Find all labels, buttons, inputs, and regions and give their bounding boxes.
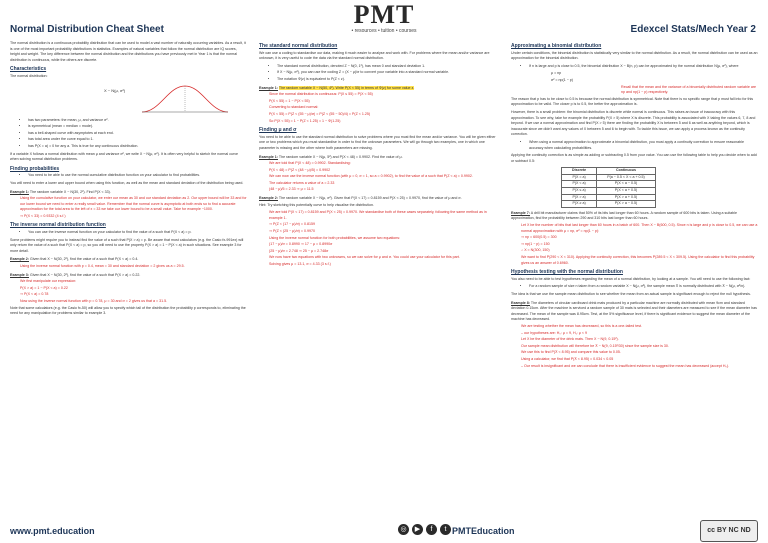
- example-answer: ⇒ P(X < 33) = 0.9332 (4 s.f.): [20, 213, 66, 218]
- inv-note: Some problems might require you to instead find the value of a such that P(X > a) = p. Be aware that most calculators (e.g. the Casio fx-991ex) will only return the value of a such that P(X < a) = p, so you will need to use the property P(X > a) = 1 − P(X < a) in such situations. See example 3 for more detail.: [10, 237, 244, 253]
- example-label: Example 1:: [259, 154, 278, 159]
- table-cell: P(X < a + 0.5): [597, 188, 656, 195]
- section-title-hypothesis: Hypothesis testing with the normal distribution: [511, 269, 623, 276]
- example-working: P(X < 55) = 1 − P(X < 55): [269, 98, 310, 103]
- approx-formula-mean: μ = np: [551, 71, 562, 76]
- example-text: The random variable X ~ N(μ, 5²) and P(X < 48) = 0.9902. Find the value of μ.: [278, 154, 403, 159]
- facebook-icon[interactable]: f: [426, 524, 437, 535]
- table-row: [562, 194, 656, 201]
- example-text: Given that X ~ N(30, 2²), find the value of a such that P(X < a) = 0.4.: [29, 257, 139, 262]
- find-intro: You need to be able to use the standard normal distribution to solve problems where you must find the mean and/or variance. You will be given either one or two problems which you must standardise in order to find the unknown parameters. We will go through two examples, one in which one parameter is missing and the other where both parameters are missing.: [259, 134, 496, 150]
- example-working: Using the inverse normal function with p = 0.4, mean = 30 and standard deviation = 2 gives us a = 29.5.: [20, 264, 185, 269]
- example-label: Example 3:: [10, 272, 29, 277]
- license-badge[interactable]: cc BY NC ND: [700, 520, 758, 542]
- example-7: [511, 211, 759, 222]
- list-item: • is symmetrical (mean = median = mode).: [28, 124, 247, 130]
- example-working: Using the cumulative function on your calculator, we enter our mean as 30 and our standard deviation as 2. Our upper bound will be 33 and for our lower bound we need to enter a really small value. Remember that the normal curve is asymptotic at both ends so to find a accurate approximation for the total area to the left of x = 33 we take our lower bound to be a small value. Take for example −1000.: [20, 196, 247, 212]
- example-working: Solving gives μ = 13.1, σ = 4.33 (3 s.f.): [269, 262, 331, 266]
- footer: [0, 518, 768, 543]
- example-working: We first manipulate our expression:: [20, 279, 77, 284]
- table-row: [562, 181, 656, 188]
- example-working: ⇒ P(Z < (25 − μ)/σ) = 0.9970: [269, 229, 315, 234]
- section-title-inverse: The inverse normal distribution function: [10, 222, 106, 229]
- example-working: We are testing whether the mean has decreased, so this is a one-tailed test.: [521, 323, 642, 328]
- approx-formula-variance: σ² = np(1 − p): [551, 77, 573, 82]
- characteristics-list: [20, 118, 247, 150]
- example-label: Example 7:: [511, 210, 530, 215]
- instagram-icon[interactable]: ◎: [398, 524, 409, 535]
- column-3: [511, 40, 759, 370]
- example-working: P(X < 55) = P(Z < (55 − μ)/σ) = P(Z < (55 − 50)/4) = P(Z < 1.25): [269, 111, 371, 116]
- example-text: The random variable X ~ N(30, 2²). Find P(X < 33).: [29, 189, 111, 194]
- table-cell: P(X ≤ a): [562, 188, 597, 195]
- intro-text: The normal distribution is a continuous probability distribution that can be used to model a vast number of naturally occurring variables. As a result, it is one of the most important probability distributions in statistics. Examples of natural variables that follow the normal distribution are IQ scores, height and weight. The key difference between the normal distribution and the distributions you have previously met in Year 1 is that the normal distribution is continuous, while the others are discrete.: [10, 41, 246, 62]
- example-working: – our hypotheses are: H₀: μ = 9, H₁: μ < 9: [521, 330, 587, 335]
- list-item: • You need to be able to use the normal cumulative distribution function on your calculator to find probabilities.: [28, 173, 247, 179]
- social-handle[interactable]: PMTEducation: [452, 526, 515, 536]
- continuity-table: [561, 167, 656, 208]
- approx-continuity: However, there is a small problem: the binomial distribution is discrete while normal is continuous. This raises an issue of inaccuracy with this approximation. To see why, take for example the probability P(X > 5) where X is discrete. This probability is associated with X taking the values 6, 7, 8 and beyond. If we use a normal approximation and find P(X > 5) there are finding the probability X is between 5 and 6 as well as anything beyond, which is inaccurate since we didn't want any values of X between 5 and 6 to begin with. To tackle this issue, we can apply a process known as the continuity correction.: [511, 109, 756, 137]
- section-title-approx: Approximating a binomial distribution: [511, 43, 602, 49]
- example-working: ∴ X ≈ N(300, 150): [521, 248, 550, 253]
- column-2: [259, 40, 499, 269]
- standardise-text: If a variable X follows a normal distribution with mean μ and variance σ², we write X ~ N(μ, σ²). It is often very helpful to sketch the normal curve when solving normal distribution problems.: [10, 151, 238, 162]
- approx-red-note: Recall that the mean and the variance of a binomially distributed random variable are np and np(1 − p) respectively.: [621, 84, 757, 95]
- example-working: (25 − μ)/σ = 2.748 ⇒ 25 − μ = 2.748σ: [269, 248, 329, 253]
- section-title-characteristics: Characteristics: [10, 66, 47, 73]
- example-label: Example 2:: [10, 257, 29, 262]
- website-link[interactable]: www.pmt.education: [10, 526, 95, 536]
- example-hint: Hint: Try sketching this potentially curve to help visualise the distribution.: [259, 202, 375, 207]
- example-label: Example 1:: [259, 85, 278, 90]
- example-working: – Our result is insignificant and we can conclude that there is insufficient evidence to suggest the mean has decreased (accept H₀).: [521, 363, 730, 368]
- example-3: [10, 273, 247, 279]
- course-title: Edexcel Stats/Mech Year 2: [630, 24, 756, 35]
- list-item: • When using a normal approximation to approximate a binomial distribution, you must apply a continuity correction to ensure reasonable accuracy when calculating probabilities.: [529, 140, 759, 151]
- table-cell: P(X < a): [562, 181, 597, 188]
- example-6: [259, 196, 499, 202]
- logo-text: PMT: [353, 0, 415, 29]
- example-label: Example 8:: [511, 300, 530, 305]
- example-working: We use this to find P(X̄ < 8.95) and compare this value to 0.05.: [521, 350, 621, 355]
- table-row: [562, 201, 656, 208]
- list-item: • You can use the inverse normal function on your calculator to find the value of a such that P(X < a) = p.: [28, 230, 247, 236]
- table-header: Discrete: [562, 168, 597, 175]
- example-working: We are told P(X < 17) = 0.8159 and P(X < 25) = 0.9970. We standardise both of these cases separately, following the same method as in example 1.: [269, 210, 487, 220]
- example-4: [259, 86, 499, 92]
- list-item: • The standard normal distribution, denoted Z ~ N(0, 1²), has mean 0 and standard deviation 1.: [277, 64, 499, 70]
- table-cell: P(X > a): [562, 194, 597, 201]
- example-text: The diameters of circular cardboard drink mats produced by a particular machine are normally distributed with mean 9cm and standard deviation 0.15cm. After the machine is serviced a random sample of 30 mats is selected and their diameters are measured to see if the mean diameter has decreased. The mean of the sample was 8.95cm. Test, at the 5% significance level, if there is significant evidence to suggest the mean diameter of the machine has decreased.: [511, 300, 757, 322]
- example-working: Since the normal distribution is continuous: P(X ≤ 55) = P(X < 55): [269, 92, 373, 97]
- example-working: (48 − μ)/5 = 2.33 ⇒ μ = 11.5: [269, 187, 314, 192]
- example-text: The random variable X ~ N(50, 4²). Write P(X < 55) in terms of Φ(z) for some value z.: [278, 85, 415, 90]
- list-item: • The notation Φ(z) is equivalent to P(Z < z).: [277, 77, 499, 83]
- example-working: Using the inverse normal function for both probabilities, we assume two equations:: [269, 235, 401, 240]
- section-title-find-mu-sigma: Finding μ and σ: [259, 127, 297, 134]
- example-working: Our sample mean distribution will therefore be X̄ ~ N(9, 0.15²/30) since the sample size is 30.: [521, 343, 669, 348]
- list-item: • For a random sample of size n taken from a random variable X ~ N(μ, σ²), the sample mean X̄ is normally distributed with X̄ ~ N(μ, σ²/n).: [529, 284, 759, 290]
- example-working: Now using the inverse normal function with p = 0.78, μ = 30 and σ = 2 gives us that a = 31.5.: [20, 299, 168, 303]
- list-item: • has P(X = a) = 0 for any a. This is true for any continuous distribution.: [28, 144, 247, 150]
- example-working: We want to find P(290 < X < 310). Applying the continuity correction, this becomes P(289.5 < X < 309.5). Using the calculator to find this probability gives us an answer of 0.6960.: [521, 255, 755, 265]
- example-working: P(X > a) = 1 − P(X < a) = 0.22: [20, 285, 68, 290]
- hyp-note: The idea is that we use the sample mean distribution to see whether the mean from an actual sample is significant enough to reject the null hypothesis.: [511, 291, 751, 296]
- list-item: • has two parameters: the mean, μ, and variance σ².: [28, 118, 247, 124]
- page-title: Normal Distribution Cheat Sheet: [10, 24, 164, 35]
- table-header: Continuous: [597, 168, 656, 175]
- example-label: Example 2:: [259, 196, 278, 201]
- logo-tagline: • resources • tuition • courses: [351, 28, 417, 34]
- table-cell: P(X > a + 0.5): [597, 194, 656, 201]
- example-working: We now have two equations with two unknowns, so we can solve for μ and σ. You could use your calculator for this part.: [269, 255, 460, 260]
- column-1: [10, 40, 247, 319]
- normal-curve-diagram: [104, 82, 230, 116]
- table-cell: P(X ≥ a): [562, 201, 597, 208]
- social-icons: [398, 524, 451, 535]
- list-item: • If n is large and p is close to 0.5, the binomial distribution X ~ B(n, p) can be approximated by the normal distribution N(μ, σ²), where: [529, 64, 759, 70]
- table-cell: P(X > a − 0.5): [597, 201, 656, 208]
- hyp-intro: You also need to be able to test hypotheses regarding the mean of a normal distribution, by looking at a sample. You will need to use the following fact:: [511, 276, 751, 281]
- example-working: Converting to standard normal:: [269, 105, 319, 110]
- std-intro: We can use a coding to standardise our data, making it much easier to analyse and work with. For problems where the mean and/or variance are unknown, it is very useful to code the data via the standard normal distribution.: [259, 50, 490, 61]
- example-text: A drill bit manufacturer claims that 50% of its bits last longer than 60 hours. A random sample of 600 bits is taken. Using a suitable approximation, find the probability between 290 and 310 bits last longer than 60 hours.: [511, 210, 737, 221]
- example-working: ⇒ P(Z < (17 − μ)/σ) = 0.8159: [269, 222, 315, 227]
- example-working: So P(X < 55) = 1 − P(Z < 1.25) = 1 − Φ(1.25): [269, 118, 341, 123]
- example-5: [259, 155, 499, 161]
- cc-note: Applying the continuity correction is as simple as adding or subtracting 0.5 from your value. You can use the following table to help you decide when to add or subtract 0.5:: [511, 153, 757, 163]
- example-8: [511, 301, 759, 323]
- twitter-icon[interactable]: t: [440, 524, 451, 535]
- header: [0, 0, 768, 40]
- example-working: ⇒ P(X < a) = 0.78: [20, 292, 49, 297]
- approx-intro: Under certain conditions, the binomial distribution is statistically very similar to the normal distribution. As a result, the normal distribution can be used as an approximation for the binomial distribution.: [511, 50, 758, 61]
- example-working: ⇒ np = 600(0.5) = 300: [521, 235, 557, 240]
- example-working: (17 − μ)/σ = 0.8990 ⇒ 17 − μ = 0.8990σ: [269, 242, 333, 247]
- list-item: • has a bell-shaped curve with asymptotes at each end.: [28, 131, 247, 137]
- example-2: [10, 257, 247, 263]
- curve-label: X ~ N(μ, σ²): [104, 87, 126, 93]
- section-title-probabilities: Finding probabilities: [10, 165, 60, 172]
- example-working: ⇒ np(1 − p) = 150: [521, 241, 550, 246]
- prob-note: You will need to enter a lower and upper bound when using this function, as well as the mean and standard deviation of the distribution being used.: [10, 180, 244, 185]
- example-1: [10, 190, 247, 196]
- example-working: We can now use the inverse normal function (with μ = 0, σ = 1, so a = 0.9902), to find the value of a such that P(Z < a) = 0.9902.: [269, 174, 473, 179]
- section-title-standard-normal: The standard normal distribution: [259, 43, 338, 49]
- list-item: • If X ~ N(μ, σ²), you can use the coding Z = (X − μ)/σ to convert your variable into a standard normal variable.: [277, 70, 499, 76]
- example-text: Given that X ~ N(30, 2²), find the value of a such that P(X > a) = 0.22.: [29, 272, 141, 277]
- table-cell: P(a − 0.5 < X < a + 0.5): [597, 174, 656, 181]
- example-working: Using a calculator, we find that P(X̄ < 8.95) = 0.034 < 0.05: [521, 356, 614, 361]
- example-working: We are told that P(X < 48) = 0.9902. Standardising:: [269, 161, 351, 166]
- approx-reason: The reason that p has to be close to 0.5 is because the normal distribution is symmetrical. Note that there is no specific range that p must fall into for this approximation to be valid. The closer p is to 0.5, the better the approximation is.: [511, 96, 754, 107]
- example-working: P(X < 48) = P(Z < (48 − μ)/5) = 0.9902: [269, 167, 331, 172]
- youtube-icon[interactable]: ▶: [412, 524, 423, 535]
- example-label: Example 1:: [10, 189, 29, 194]
- pmt-logo[interactable]: [332, 2, 436, 40]
- table-cell: P(X = a): [562, 174, 597, 181]
- example-working: The calculator returns a value of a = 2.33: [269, 180, 335, 185]
- table-cell: P(X < a − 0.5): [597, 181, 656, 188]
- outro-text: Note that some calculators (e.g. the Casio fx-50) will allow you to specify which tail of the distribution the probability p corresponds to, eliminating the need for any manipulation for problems similar to example 3.: [10, 305, 246, 316]
- example-working: Let X be the number of bits that last longer than 60 hours in a batch of 600. Then X ~ B(600, 0.5). Since n is large and p is close to 0.5, we can use a normal approximation with μ = np, σ² = np(1 − p):: [521, 223, 758, 233]
- example-text: The random variable X ~ N(μ, σ²). Given that P(X < 17) = 0.8159 and P(X < 25) = 0.9970, find the value of μ and σ.: [278, 196, 462, 201]
- list-item: • has total area under the curve equal to 1.: [28, 137, 247, 143]
- char-lead: The normal distribution:: [10, 73, 48, 78]
- example-working: Let X be the diameter of the drink mats. Then X ~ N(9, 0.15²).: [521, 337, 619, 342]
- table-row: [562, 174, 656, 181]
- table-row: [562, 188, 656, 195]
